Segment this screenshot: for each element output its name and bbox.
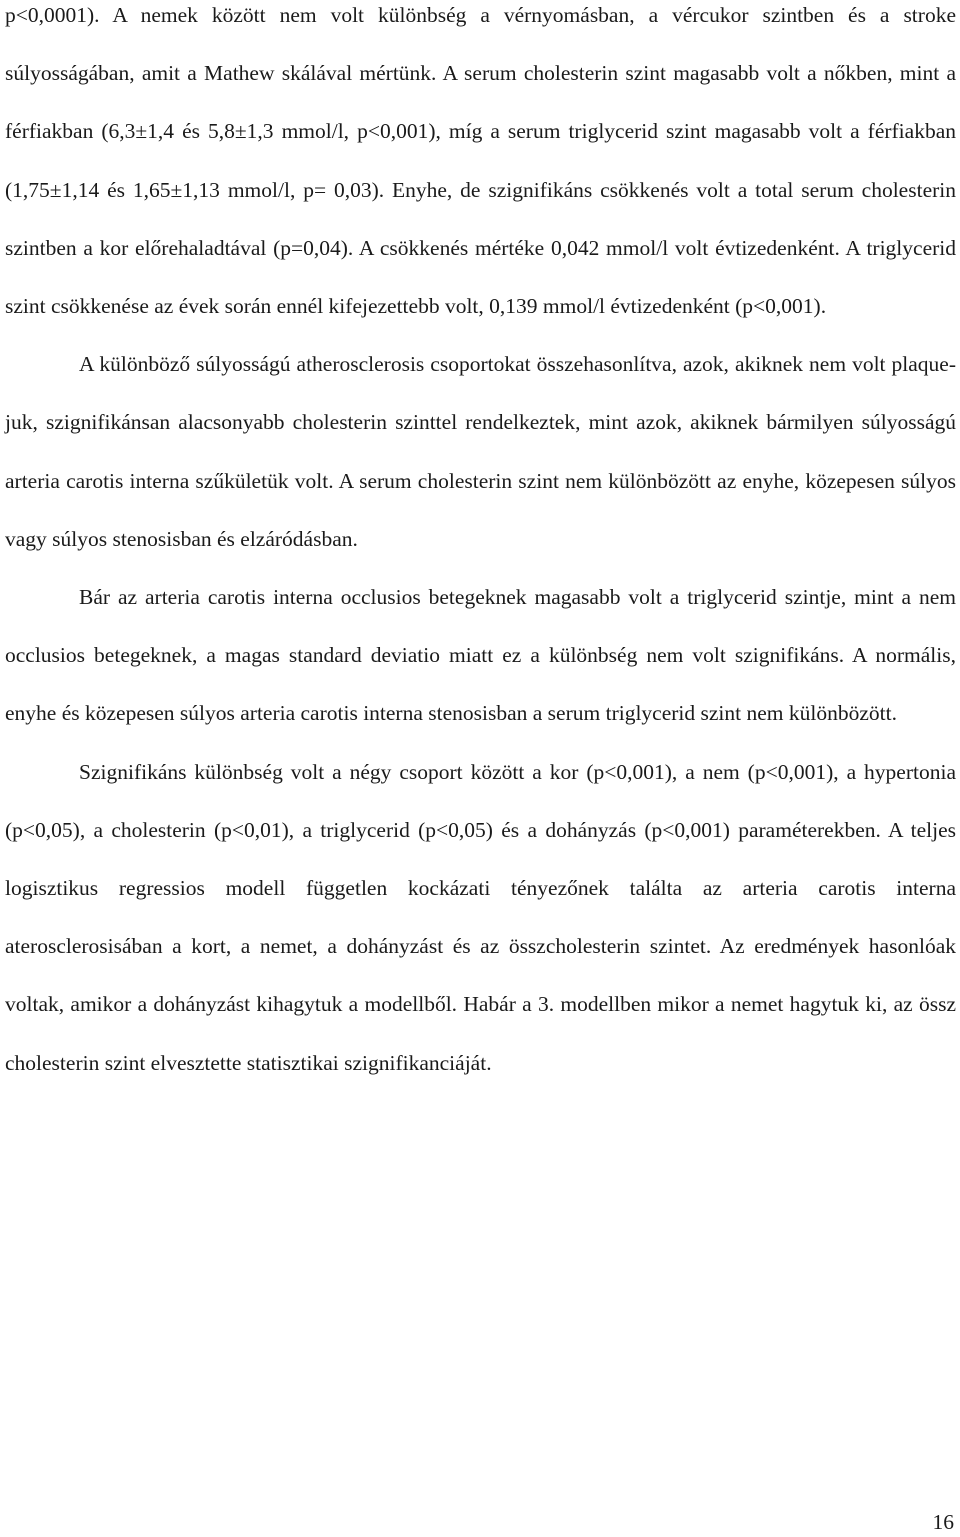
paragraph-regression-model: Szignifikáns különbség volt a négy csoport között a kor (p<0,001), a nem (p<0,001), a hypertonia (p<0,05), a cholesterin (p<0,01), a triglycerid (p<0,05) és a dohányzás (p<0,001) paraméterekben. A teljes logisztikus regressios modell független kockázati tényezőnek találta az arteria carotis interna aterosclerosisában a kort, a nemet, a dohányzást és az összcholesterin szintet. Az eredmények hasonlóak voltak, amikor a dohányzást kihagytuk a modellből. Habár a 3. modellben mikor a nemet hagytuk ki, az össz cholesterin szint elvesztette statisztikai szignifikanciáját. bbox=[5, 759, 956, 1075]
paragraph-triglycerid-occlusion: Bár az arteria carotis interna occlusios betegeknek magasabb volt a triglycerid szintje, mint a nem occlusios betegeknek, a magas standard deviatio miatt ez a különbség nem volt szignifikáns. A normális, enyhe és közepesen súlyos arteria carotis interna stenosisban a serum triglycerid szint nem különbözött. bbox=[5, 585, 956, 726]
paragraph-results-continued: p<0,0001). A nemek között nem volt különbség a vérnyomásban, a vércukor szintben és a stroke súlyosságában, amit a Mathew skálával mértünk. A serum cholesterin szint magasabb volt a nőkben, mint a férfiakban (6,3±1,4 és 5,8±1,3 mmol/l, p<0,001), míg a serum triglycerid szint magasabb volt a férfiakban (1,75±1,14 és 1,65±1,13 mmol/l, p= 0,03). Enyhe, de szignifikáns csökkenés volt a total serum cholesterin szintben a kor előrehaladtával (p=0,04). A csökkenés mértéke 0,042 mmol/l volt évtizedenként. A triglycerid szint csökkenése az évek során ennél kifejezettebb volt, 0,139 mmol/l évtizedenként (p<0,001). bbox=[5, 3, 956, 319]
document-page bbox=[5, 0, 956, 1092]
paragraph-atherosclerosis-groups: A különböző súlyosságú atherosclerosis csoportokat összehasonlítva, azok, akiknek nem volt plaque-juk, szignifikánsan alacsonyabb cholesterin szinttel rendelkeztek, mint azok, akiknek bármilyen súlyosságú arteria carotis interna szűkületük volt. A serum cholesterin szint nem különbözött az enyhe, közepesen súlyos vagy súlyos stenosisban és elzáródásban. bbox=[5, 352, 956, 551]
page-number: 16 bbox=[932, 1510, 954, 1534]
